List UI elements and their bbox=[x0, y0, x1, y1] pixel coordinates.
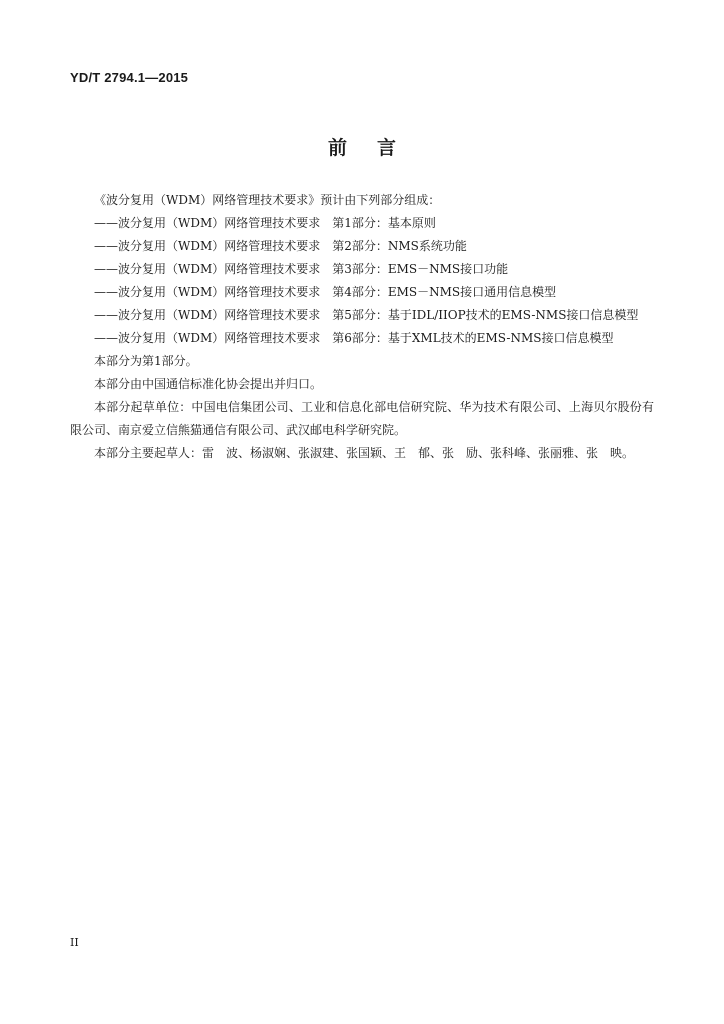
part-list-item: ——波分复用（WDM）网络管理技术要求 第6部分：基于XML技术的EMS-NMS接口信息模型 bbox=[94, 331, 614, 345]
this-part-statement: 本部分为第1部分。 bbox=[94, 354, 198, 368]
part-list-item: ——波分复用（WDM）网络管理技术要求 第1部分：基本原则 bbox=[94, 216, 436, 230]
drafting-units-paragraph: 本部分起草单位：中国电信集团公司、工业和信息化部电信研究院、华为技术有限公司、上海贝尔股份有限公司、南京爱立信熊猫通信有限公司、武汉邮电科学研究院。 bbox=[70, 400, 654, 437]
intro-paragraph: 《波分复用（WDM）网络管理技术要求》预计由下列部分组成： bbox=[94, 193, 441, 207]
proposed-by-statement: 本部分由中国通信标准化协会提出并归口。 bbox=[94, 377, 323, 391]
part-list-item: ——波分复用（WDM）网络管理技术要求 第5部分：基于IDL/IIOP技术的EMS-NMS接口信息模型 bbox=[94, 308, 639, 322]
page-title: 前言 bbox=[327, 137, 426, 159]
page-number: II bbox=[70, 936, 79, 949]
document-code: YD/T 2794.1—2015 bbox=[70, 70, 189, 85]
part-list-item: ——波分复用（WDM）网络管理技术要求 第4部分：EMS－NMS接口通用信息模型 bbox=[94, 285, 557, 299]
drafters-paragraph: 本部分主要起草人：雷 波、杨淑娴、张淑建、张国颖、王 郁、张 励、张科峰、张丽雅、张 映。 bbox=[94, 446, 635, 460]
part-list-item: ——波分复用（WDM）网络管理技术要求 第2部分：NMS系统功能 bbox=[94, 239, 467, 253]
part-list-item: ——波分复用（WDM）网络管理技术要求 第3部分：EMS－NMS接口功能 bbox=[94, 262, 509, 276]
foreword-body bbox=[70, 189, 654, 465]
